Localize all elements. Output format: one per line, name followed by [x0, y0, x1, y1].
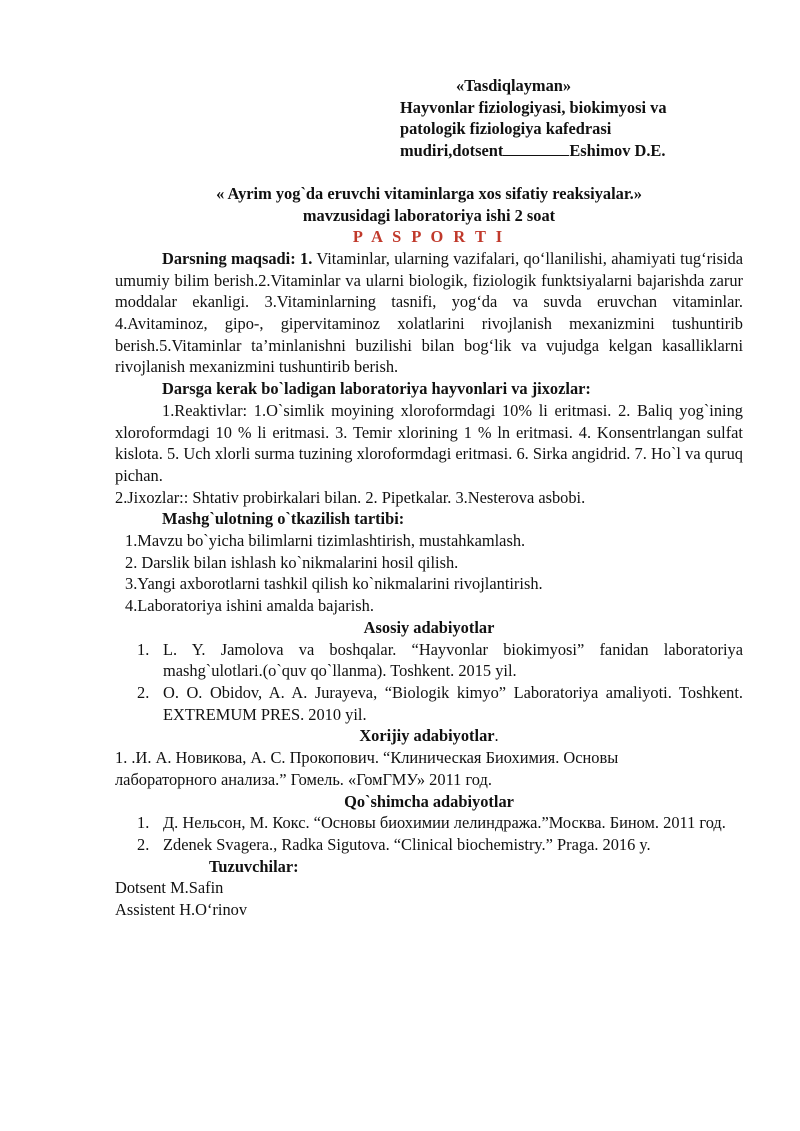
list-item-number: 2. [137, 834, 150, 854]
extra-literature-list [115, 812, 743, 855]
approval-position: mudiri,dotsent [400, 141, 504, 161]
document-page [115, 75, 743, 921]
procedure-step: 1.Mavzu bo`yicha bilimlarni tizimlashtirish, mustahkamlash. [125, 531, 526, 551]
list-item [115, 639, 743, 682]
procedure-step: 4.Laboratoriya ishini amalda bajarish. [125, 596, 374, 616]
list-item-text: L. Y. Jamolova va boshqalar. “Hayvonlar biokimyosi” fanidan laboratoriya mashg`ulotlari.(o`quv qo`llanma). Toshkent. 2015 yil. [163, 639, 743, 681]
list-item-number: 1. [137, 639, 150, 659]
topic-title: « Ayrim yog`da eruvchi vitaminlarga xos sifatiy reaksiyalar.» [216, 183, 642, 203]
equipment-heading: Darsga kerak bo`ladigan laboratoriya hayvonlari va jixozlar: [162, 379, 591, 399]
goal-text: Vitaminlar, ularning vazifalari, qo‘llanilishi, ahamiyati tug‘risida umumiy bilim berish.2.Vitaminlar va ularni biologik, fiziologik funktsiyalarni bajarishda zarur moddalar ekanligi. 3.Vitaminlarning tasnifi, yog‘da va suvda eruvchan vitaminlar. 4.Avitaminoz, gipo-, gipervitaminoz xolatlarini rivojlanish mexanizmini tushuntirib berish.5.Vitaminlar ta’minlanishni buzilishi bilan bog‘lik va vujudga kelgan kasalliklarni rivojlanish mexanizmini tushuntirib berish. [115, 248, 743, 377]
list-item-number: 1. [137, 813, 150, 833]
author-name: Dotsent M.Safin [115, 878, 224, 898]
equipment-reagents: 1.Reaktivlar: 1.O`simlik moyining xloroformdagi 10% li eritmasi. 2. Baliq yog`ining xloroformdagi 10 % li eritmasi. 3. Temir xlorining 1 % ln eritmasi. 4. Konsentrlangan sulfat kislota. 5. Uch xlorli surma tuzining xloroformdagi eritmasi. 6. Sirka angidrid. 7. Ho`l va quruq pichan. [115, 400, 743, 485]
topic-subtitle: mavzusidagi laboratoriya ishi 2 soat [302, 205, 556, 225]
list-item-text: Д. Нельсон, М. Кокс. “Основы биохимии лелиндража.”Москва. Бином. 2011 год. [163, 813, 726, 833]
authors-heading: Tuzuvchilar: [209, 856, 299, 876]
procedure-heading: Mashg`ulotning o`tkazilish tartibi: [162, 509, 405, 529]
goal-label: Darsning maqsadi: 1. [162, 248, 313, 268]
list-item [115, 682, 743, 725]
list-item-number: 2. [137, 682, 150, 702]
procedure-step: 3.Yangi axborotlarni tashkil qilish ko`nikmalarini rivojlantirish. [125, 574, 543, 594]
approval-department-line2: patologik fiziologiya kafedrasi [400, 119, 612, 139]
foreign-literature-heading-row [115, 725, 743, 747]
extra-literature-heading: Qo`shimcha adabiyotlar [344, 791, 514, 811]
approval-title: «Tasdiqlayman» [456, 76, 572, 95]
list-item [115, 812, 743, 834]
approval-block [400, 75, 743, 162]
goal-paragraph [115, 248, 743, 378]
main-literature-heading: Asosiy adabiyotlar [363, 617, 495, 637]
main-literature-list [115, 639, 743, 726]
equipment-tools: 2.Jixozlar:: Shtativ probirkalari bilan. 2. Pipetkalar. 3.Nesterova asbobi. [115, 487, 586, 507]
approval-department-line1: Hayvonlar fiziologiyasi, biokimyosi va [400, 97, 667, 117]
author-name: Assistent H.O‘rinov [115, 900, 248, 920]
approval-signature-line [400, 140, 743, 162]
passport-heading: P A S P O R T I [352, 227, 506, 247]
signature-blank [503, 141, 569, 156]
foreign-literature-heading-dot: . [494, 726, 499, 746]
list-item-text: Zdenek Svagera., Radka Sigutova. “Clinical biochemistry.” Praga. 2016 y. [163, 834, 651, 854]
procedure-step: 2. Darslik bilan ishlash ko`nikmalarini hosil qilish. [125, 552, 459, 572]
list-item-text: O. O. Obidov, A. A. Jurayeva, “Biologik kimyo” Laboratoriya amaliyoti. Toshkent. EXTREMUM PRES. 2010 yil. [163, 682, 743, 724]
approval-name: Eshimov D.E. [569, 141, 666, 161]
foreign-literature-line1: 1. .И. А. Новикова, А. С. Прокопович. “Клиническая Биохимия. Основы [115, 748, 619, 768]
foreign-literature-heading: Xorijiy adabiyotlar [359, 726, 495, 746]
list-item [115, 834, 743, 856]
foreign-literature-line2: лабораторного анализа.” Гомель. «ГомГМУ» 2011 год. [115, 769, 492, 789]
